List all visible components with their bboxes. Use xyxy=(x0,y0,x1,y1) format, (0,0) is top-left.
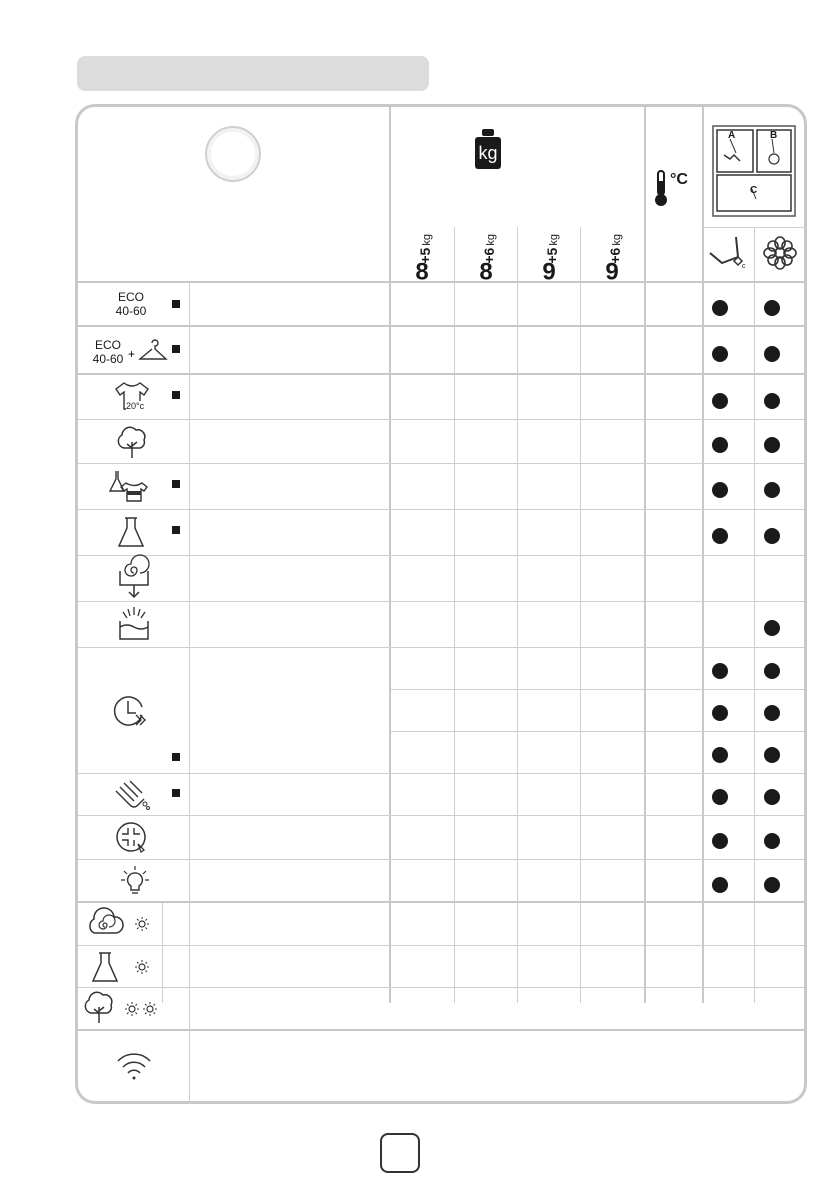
capacity-unit: kg xyxy=(421,234,433,246)
capacity-unit: kg xyxy=(611,234,623,246)
capacity-extra: +6 xyxy=(607,247,623,264)
eco-dry-label-line2: 40-60 xyxy=(92,352,124,366)
detergent-dot xyxy=(712,877,728,893)
softener-dot xyxy=(764,833,780,849)
softener-dot xyxy=(764,789,780,805)
capacity-extra: +6 xyxy=(481,247,497,264)
detergent-dot xyxy=(712,393,728,409)
capacity-column-1 xyxy=(475,234,497,286)
detergent-compartment-icon xyxy=(708,233,748,273)
softener-dot xyxy=(764,482,780,498)
softener-dot xyxy=(764,528,780,544)
detergent-dot xyxy=(712,300,728,316)
capacity-main: 9 xyxy=(605,258,619,286)
cotton-icon xyxy=(114,424,150,460)
capacity-main: 9 xyxy=(542,258,556,286)
eco-40-60-label xyxy=(106,290,156,318)
detergent-dot xyxy=(712,705,728,721)
temperature-icon xyxy=(654,169,699,209)
softener-dot xyxy=(764,747,780,763)
page-number-box xyxy=(380,1133,420,1173)
softener-dot xyxy=(764,393,780,409)
program-marker-square xyxy=(172,789,180,797)
two-suns-icon xyxy=(124,1001,158,1017)
capacity-main: 8 xyxy=(479,258,493,286)
dispenser-label-c: C xyxy=(750,185,758,196)
capacity-column-0 xyxy=(411,234,433,286)
detergent-dot xyxy=(712,437,728,453)
light-bulb-icon xyxy=(120,865,150,899)
hand-wash-icon xyxy=(112,777,152,813)
detergent-dot xyxy=(712,789,728,805)
detergent-dot xyxy=(712,747,728,763)
eco-label-line2: 40-60 xyxy=(115,304,147,318)
synthetics-flask-icon xyxy=(116,515,146,551)
detergent-dot xyxy=(712,482,728,498)
allergy-care-icon xyxy=(114,820,150,856)
capacity-extra: +5 xyxy=(544,247,560,264)
synthetic-mix-icon xyxy=(108,469,148,505)
temperature-label: °C xyxy=(670,171,688,188)
softener-dot xyxy=(764,705,780,721)
programme-knob-icon xyxy=(204,125,262,183)
svg-text:+: + xyxy=(128,347,136,361)
softener-dot xyxy=(764,300,780,316)
eco-40-60-drying-label xyxy=(88,338,128,366)
detergent-dot xyxy=(712,346,728,362)
dispenser-label-b: B xyxy=(770,130,778,141)
detergent-dot xyxy=(712,663,728,679)
rinse-icon xyxy=(116,605,152,643)
softener-dot xyxy=(764,877,780,893)
softener-dot xyxy=(764,437,780,453)
plus-hanger-icon xyxy=(128,339,168,365)
capacity-unit: kg xyxy=(485,234,497,246)
softener-flower-icon xyxy=(762,235,798,271)
capacity-main: 8 xyxy=(415,258,429,286)
program-marker-square xyxy=(172,753,180,761)
shirt-20c-icon xyxy=(112,379,152,415)
one-sun-icon-2 xyxy=(134,959,150,975)
capacity-column-3 xyxy=(601,234,623,286)
program-marker-square xyxy=(172,480,180,488)
weight-kg-icon xyxy=(475,129,501,171)
synthetics-dry-icon xyxy=(90,951,120,985)
program-marker-square xyxy=(172,526,180,534)
wifi-icon xyxy=(116,1051,152,1081)
wool-dry-icon xyxy=(88,907,122,941)
cotton-dry-icon xyxy=(82,991,116,1025)
softener-dot xyxy=(764,346,780,362)
program-marker-square xyxy=(172,300,180,308)
softener-dot xyxy=(764,663,780,679)
softener-dot xyxy=(764,620,780,636)
quick-clock-icon xyxy=(112,693,148,729)
capacity-extra: +5 xyxy=(417,247,433,264)
shirt-temp-label: 20°c xyxy=(126,401,145,411)
section-title-bar xyxy=(77,56,429,91)
compartment-c-label: c xyxy=(742,263,746,270)
program-marker-square xyxy=(172,345,180,353)
eco-dry-label-line1: ECO xyxy=(94,338,121,352)
detergent-dot xyxy=(712,528,728,544)
capacity-unit: kg xyxy=(548,234,560,246)
dispenser-label-a: A xyxy=(728,130,736,141)
eco-label-line1: ECO xyxy=(117,290,144,304)
spin-drain-icon xyxy=(116,559,152,599)
weight-label: kg xyxy=(478,143,498,163)
programme-table xyxy=(75,104,807,1104)
detergent-dot xyxy=(712,833,728,849)
dispenser-drawer-diagram xyxy=(712,125,796,217)
one-sun-icon xyxy=(134,916,150,932)
program-marker-square xyxy=(172,391,180,399)
capacity-column-2 xyxy=(538,234,560,286)
